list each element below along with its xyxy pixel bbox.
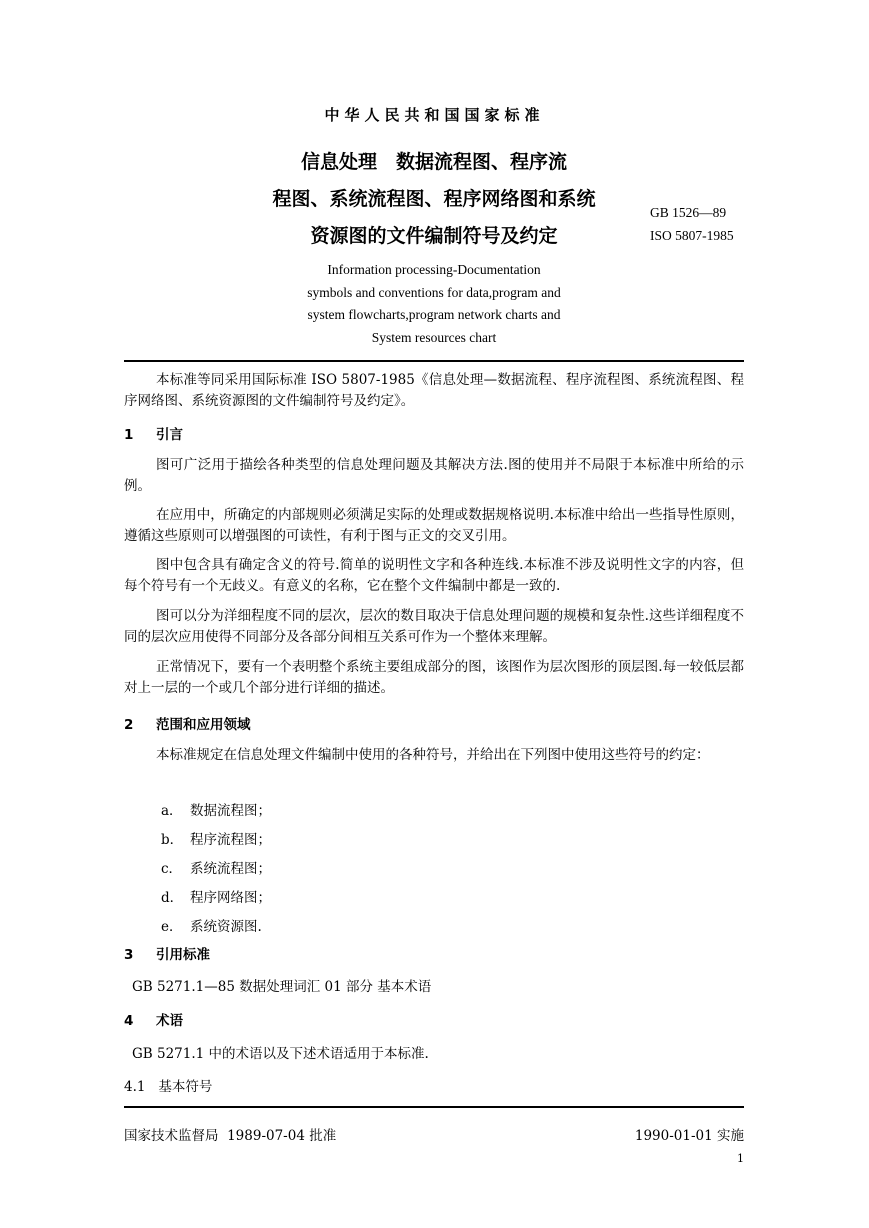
- referenced-standard: GB 5271.1—85 数据处理词汇 01 部分 基本术语: [132, 979, 432, 995]
- list-item-text: 程序网络图；: [190, 890, 271, 906]
- gb-code: GB 1526—89: [650, 205, 727, 220]
- section-2-para: 本标准规定在信息处理文件编制中使用的各种符号，并给出在下列图中使用这些符号的约定：: [156, 747, 710, 763]
- english-title-line-4: System resources chart: [371, 329, 497, 345]
- section-4-heading: [124, 1009, 183, 1029]
- list-item: [161, 857, 271, 877]
- list-item-text: 程序流程图；: [190, 832, 271, 848]
- terms-line: GB 5271.1 中的术语以及下述术语适用于本标准.: [132, 1046, 429, 1062]
- list-item-text: 数据流程图；: [190, 803, 271, 819]
- section-1-heading: [124, 423, 183, 443]
- footer-divider: [124, 1106, 744, 1108]
- section-1-para-3: 图中包含具有确定含义的符号.简单的说明性文字和各种连线.本标准不涉及说明性文字的内容，但每个符号有一个无歧义。有意义的名称，它在整个文件编制中都是一致的.: [124, 557, 744, 594]
- section-title: 范围和应用领域: [156, 717, 251, 733]
- list-item-label: b．: [161, 832, 184, 848]
- document-title-line-3: 资源图的文件编制符号及约定: [310, 225, 558, 247]
- list-item-text: 系统流程图；: [190, 861, 271, 877]
- section-1-para-1: 图可广泛用于描绘各种类型的信息处理问题及其解决方法.图的使用并不局限于本标准中所给的示例。: [124, 457, 744, 494]
- english-title-line-3: system flowcharts,program network charts and: [307, 307, 561, 322]
- intro-paragraph: 本标准等同采用国际标准 ISO 5807-1985《信息处理—数据流程、程序流程图、系统流程图、程序网络图、系统资源图的文件编制符号及约定》。: [124, 372, 744, 409]
- list-item-label: c．: [161, 861, 183, 877]
- list-item-label: a．: [161, 803, 183, 819]
- section-1-para-4: 图可以分为洋细程度不同的层次，层次的数目取决于信息处理问题的规模和复杂性.这些详细程度不同的层次应用使得不同部分及各部分间相互关系可作为一个整体来理解。: [124, 608, 744, 645]
- section-3-heading: [124, 943, 210, 963]
- page-number: 1: [737, 1152, 744, 1165]
- list-item: [161, 828, 271, 848]
- section-number: 1: [124, 427, 134, 443]
- document-title-line-2: 程图、系统流程图、程序网络图和系统: [272, 188, 596, 210]
- national-standard-label: 中华人民共和国国家标准: [324, 106, 545, 124]
- section-number: 2: [124, 717, 134, 733]
- section-title: 术语: [156, 1013, 183, 1029]
- subsection-4-1: 4.1 基本符号: [124, 1079, 213, 1095]
- english-title: [250, 259, 618, 349]
- section-2-heading: [124, 713, 251, 733]
- english-title-line-2: symbols and conventions for data,program and: [307, 284, 561, 300]
- list-item: [161, 915, 262, 935]
- list-item-label: d．: [161, 890, 184, 906]
- iso-code: ISO 5807-1985: [650, 228, 734, 243]
- english-title-line-1: Information processing-Documentation: [327, 262, 541, 277]
- list-item: [161, 886, 271, 906]
- document-title-line-1: 信息处理 数据流程图、程序流: [300, 151, 567, 173]
- section-1-para-5: 正常情况下，要有一个表明整个系统主要组成部分的图，该图作为层次图形的顶层图.每一较低层都对上一层的一个或几个部分进行详细的描述。: [124, 659, 744, 696]
- list-item-label: e．: [161, 919, 183, 935]
- section-number: 4: [124, 1013, 134, 1029]
- section-number: 3: [124, 947, 134, 963]
- list-item-text: 系统资源图.: [190, 919, 262, 935]
- section-1-para-2: 在应用中，所确定的内部规则必须满足实际的处理或数据规格说明.本标准中给出一些指导性原则，遵循这些原则可以增强图的可读性，有利于图与正文的交叉引用。: [124, 507, 744, 544]
- list-item: [161, 799, 271, 819]
- approval-text: 国家技术监督局 1989-07-04 批准: [124, 1128, 337, 1144]
- effective-date-text: 1990-01-01 实施: [634, 1128, 744, 1144]
- section-title: 引用标准: [156, 947, 210, 963]
- section-title: 引言: [156, 427, 183, 443]
- header-divider: [124, 360, 744, 362]
